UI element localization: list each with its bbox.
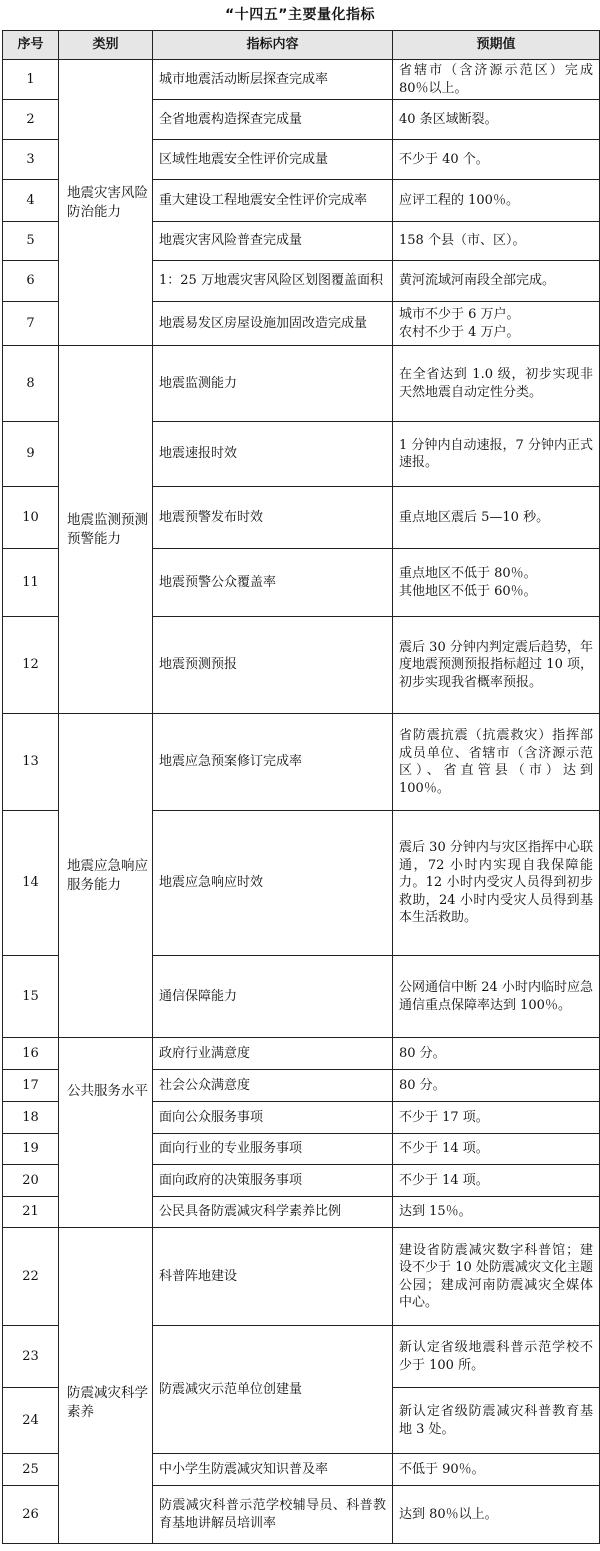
expected-value-cell: 不少于 40 个。 <box>393 140 600 180</box>
indicator-cell: 政府行业满意度 <box>153 1038 393 1070</box>
header-indicator: 指标内容 <box>153 31 393 60</box>
indicator-cell: 地震应急响应时效 <box>153 811 393 956</box>
table-row <box>3 1228 600 1326</box>
row-index: 19 <box>3 1134 59 1165</box>
row-index: 11 <box>3 549 59 617</box>
row-index: 18 <box>3 1102 59 1134</box>
expected-value-cell: 80 分。 <box>393 1070 600 1102</box>
expected-value-cell: 公网通信中断 24 小时内临时应急通信重点保障率达到 100％。 <box>393 956 600 1038</box>
indicator-cell: 防震减灾科普示范学校辅导员、科普教育基地讲解员培训率 <box>153 1486 393 1544</box>
indicator-cell: 全省地震构造探查完成量 <box>153 100 393 140</box>
table-header-row <box>3 31 600 60</box>
expected-value-cell: 158 个县（市、区）。 <box>393 222 600 261</box>
expected-value-cell: 城市不少于 6 万户。 农村不少于 4 万户。 <box>393 302 600 346</box>
row-index: 4 <box>3 180 59 222</box>
row-index: 5 <box>3 222 59 261</box>
indicator-cell: 公民具备防震减灾科学素养比例 <box>153 1197 393 1228</box>
expected-value-cell: 不少于 17 项。 <box>393 1102 600 1134</box>
expected-value-cell: 震后 30 分钟内与灾区指挥中心联通，72 小时内实现自我保障能力。12 小时内受灾人员得到初步救助，24 小时内受灾人员得到基本生活救助。 <box>393 811 600 956</box>
expected-value-cell: 在全省达到 1.0 级，初步实现非天然地震自动定性分类。 <box>393 346 600 422</box>
indicator-cell: 科普阵地建设 <box>153 1228 393 1326</box>
row-index: 23 <box>3 1326 59 1388</box>
expected-value-cell: 80 分。 <box>393 1038 600 1070</box>
row-index: 13 <box>3 714 59 811</box>
header-category: 类别 <box>59 31 153 60</box>
row-index: 7 <box>3 302 59 346</box>
row-index: 1 <box>3 60 59 100</box>
expected-value-cell: 40 条区域断裂。 <box>393 100 600 140</box>
expected-value-cell: 达到 15％。 <box>393 1197 600 1228</box>
expected-value-cell: 不少于 14 项。 <box>393 1134 600 1165</box>
row-index: 12 <box>3 617 59 714</box>
table-row <box>3 60 600 100</box>
category-cell: 地震灾害风险防治能力 <box>59 60 153 346</box>
expected-value-cell: 达到 80％以上。 <box>393 1486 600 1544</box>
expected-value-cell: 省防震抗震（抗震救灾）指挥部成员单位、省辖市（含济源示范区）、省直管县（市）达到 100％。 <box>393 714 600 811</box>
row-index: 22 <box>3 1228 59 1326</box>
indicator-cell: 地震易发区房屋设施加固改造完成量 <box>153 302 393 346</box>
row-index: 20 <box>3 1165 59 1197</box>
expected-value-cell: 不少于 14 项。 <box>393 1165 600 1197</box>
table-row <box>3 1038 600 1070</box>
indicator-cell: 通信保障能力 <box>153 956 393 1038</box>
row-index: 10 <box>3 487 59 549</box>
expected-value-cell: 1 分钟内自动速报，7 分钟内正式速报。 <box>393 422 600 487</box>
expected-value-cell: 建设省防震减灾数字科普馆；建设不少于 10 处防震减灾文化主题公园；建成河南防震减灾全媒体中心。 <box>393 1228 600 1326</box>
indicator-cell: 地震应急预案修订完成率 <box>153 714 393 811</box>
indicator-cell: 面向行业的专业服务事项 <box>153 1134 393 1165</box>
expected-value-cell: 重点地区震后 5—10 秒。 <box>393 487 600 549</box>
indicator-cell: 社会公众满意度 <box>153 1070 393 1102</box>
indicator-cell: 面向政府的决策服务事项 <box>153 1165 393 1197</box>
indicator-cell: 中小学生防震减灾知识普及率 <box>153 1454 393 1486</box>
indicator-cell: 地震灾害风险普查完成量 <box>153 222 393 261</box>
header-index: 序号 <box>3 31 59 60</box>
row-index: 15 <box>3 956 59 1038</box>
expected-value-cell: 新认定省级防震减灾科普教育基地 3 处。 <box>393 1388 600 1454</box>
expected-value-cell: 黄河流域河南段全部完成。 <box>393 261 600 302</box>
indicator-cell: 面向公众服务事项 <box>153 1102 393 1134</box>
row-index: 8 <box>3 346 59 422</box>
row-index: 9 <box>3 422 59 487</box>
expected-value-cell: 不低于 90％。 <box>393 1454 600 1486</box>
table-row <box>3 346 600 422</box>
indicator-cell: 防震减灾示范单位创建量 <box>153 1326 393 1454</box>
expected-value-cell: 应评工程的 100％。 <box>393 180 600 222</box>
indicator-cell: 区域性地震安全性评价完成量 <box>153 140 393 180</box>
row-index: 16 <box>3 1038 59 1070</box>
row-index: 21 <box>3 1197 59 1228</box>
indicator-table <box>2 30 600 1544</box>
indicator-cell: 地震预警公众覆盖率 <box>153 549 393 617</box>
row-index: 2 <box>3 100 59 140</box>
row-index: 25 <box>3 1454 59 1486</box>
category-cell: 地震监测预测预警能力 <box>59 346 153 714</box>
row-index: 6 <box>3 261 59 302</box>
row-index: 17 <box>3 1070 59 1102</box>
indicator-cell: 1：25 万地震灾害风险区划图覆盖面积 <box>153 261 393 302</box>
header-expected: 预期值 <box>393 31 600 60</box>
expected-value-cell: 震后 30 分钟内判定震后趋势，年度地震预测预报指标超过 10 项，初步实现我省概率预报。 <box>393 617 600 714</box>
category-cell: 公共服务水平 <box>59 1038 153 1228</box>
indicator-cell: 重大建设工程地震安全性评价完成率 <box>153 180 393 222</box>
indicator-cell: 地震预警发布时效 <box>153 487 393 549</box>
indicator-cell: 地震速报时效 <box>153 422 393 487</box>
row-index: 14 <box>3 811 59 956</box>
indicator-cell: 城市地震活动断层探查完成率 <box>153 60 393 100</box>
row-index: 26 <box>3 1486 59 1544</box>
page-title: “十四五”主要量化指标 <box>225 7 375 23</box>
row-index: 3 <box>3 140 59 180</box>
category-cell: 防震减灾科学素养 <box>59 1228 153 1544</box>
category-cell: 地震应急响应服务能力 <box>59 714 153 1038</box>
indicator-cell: 地震预测预报 <box>153 617 393 714</box>
row-index: 24 <box>3 1388 59 1454</box>
table-row <box>3 714 600 811</box>
expected-value-cell: 重点地区不低于 80％。 其他地区不低于 60％。 <box>393 549 600 617</box>
expected-value-cell: 新认定省级地震科普示范学校不少于 100 所。 <box>393 1326 600 1388</box>
indicator-cell: 地震监测能力 <box>153 346 393 422</box>
expected-value-cell: 省辖市（含济源示范区）完成 80％以上。 <box>393 60 600 100</box>
